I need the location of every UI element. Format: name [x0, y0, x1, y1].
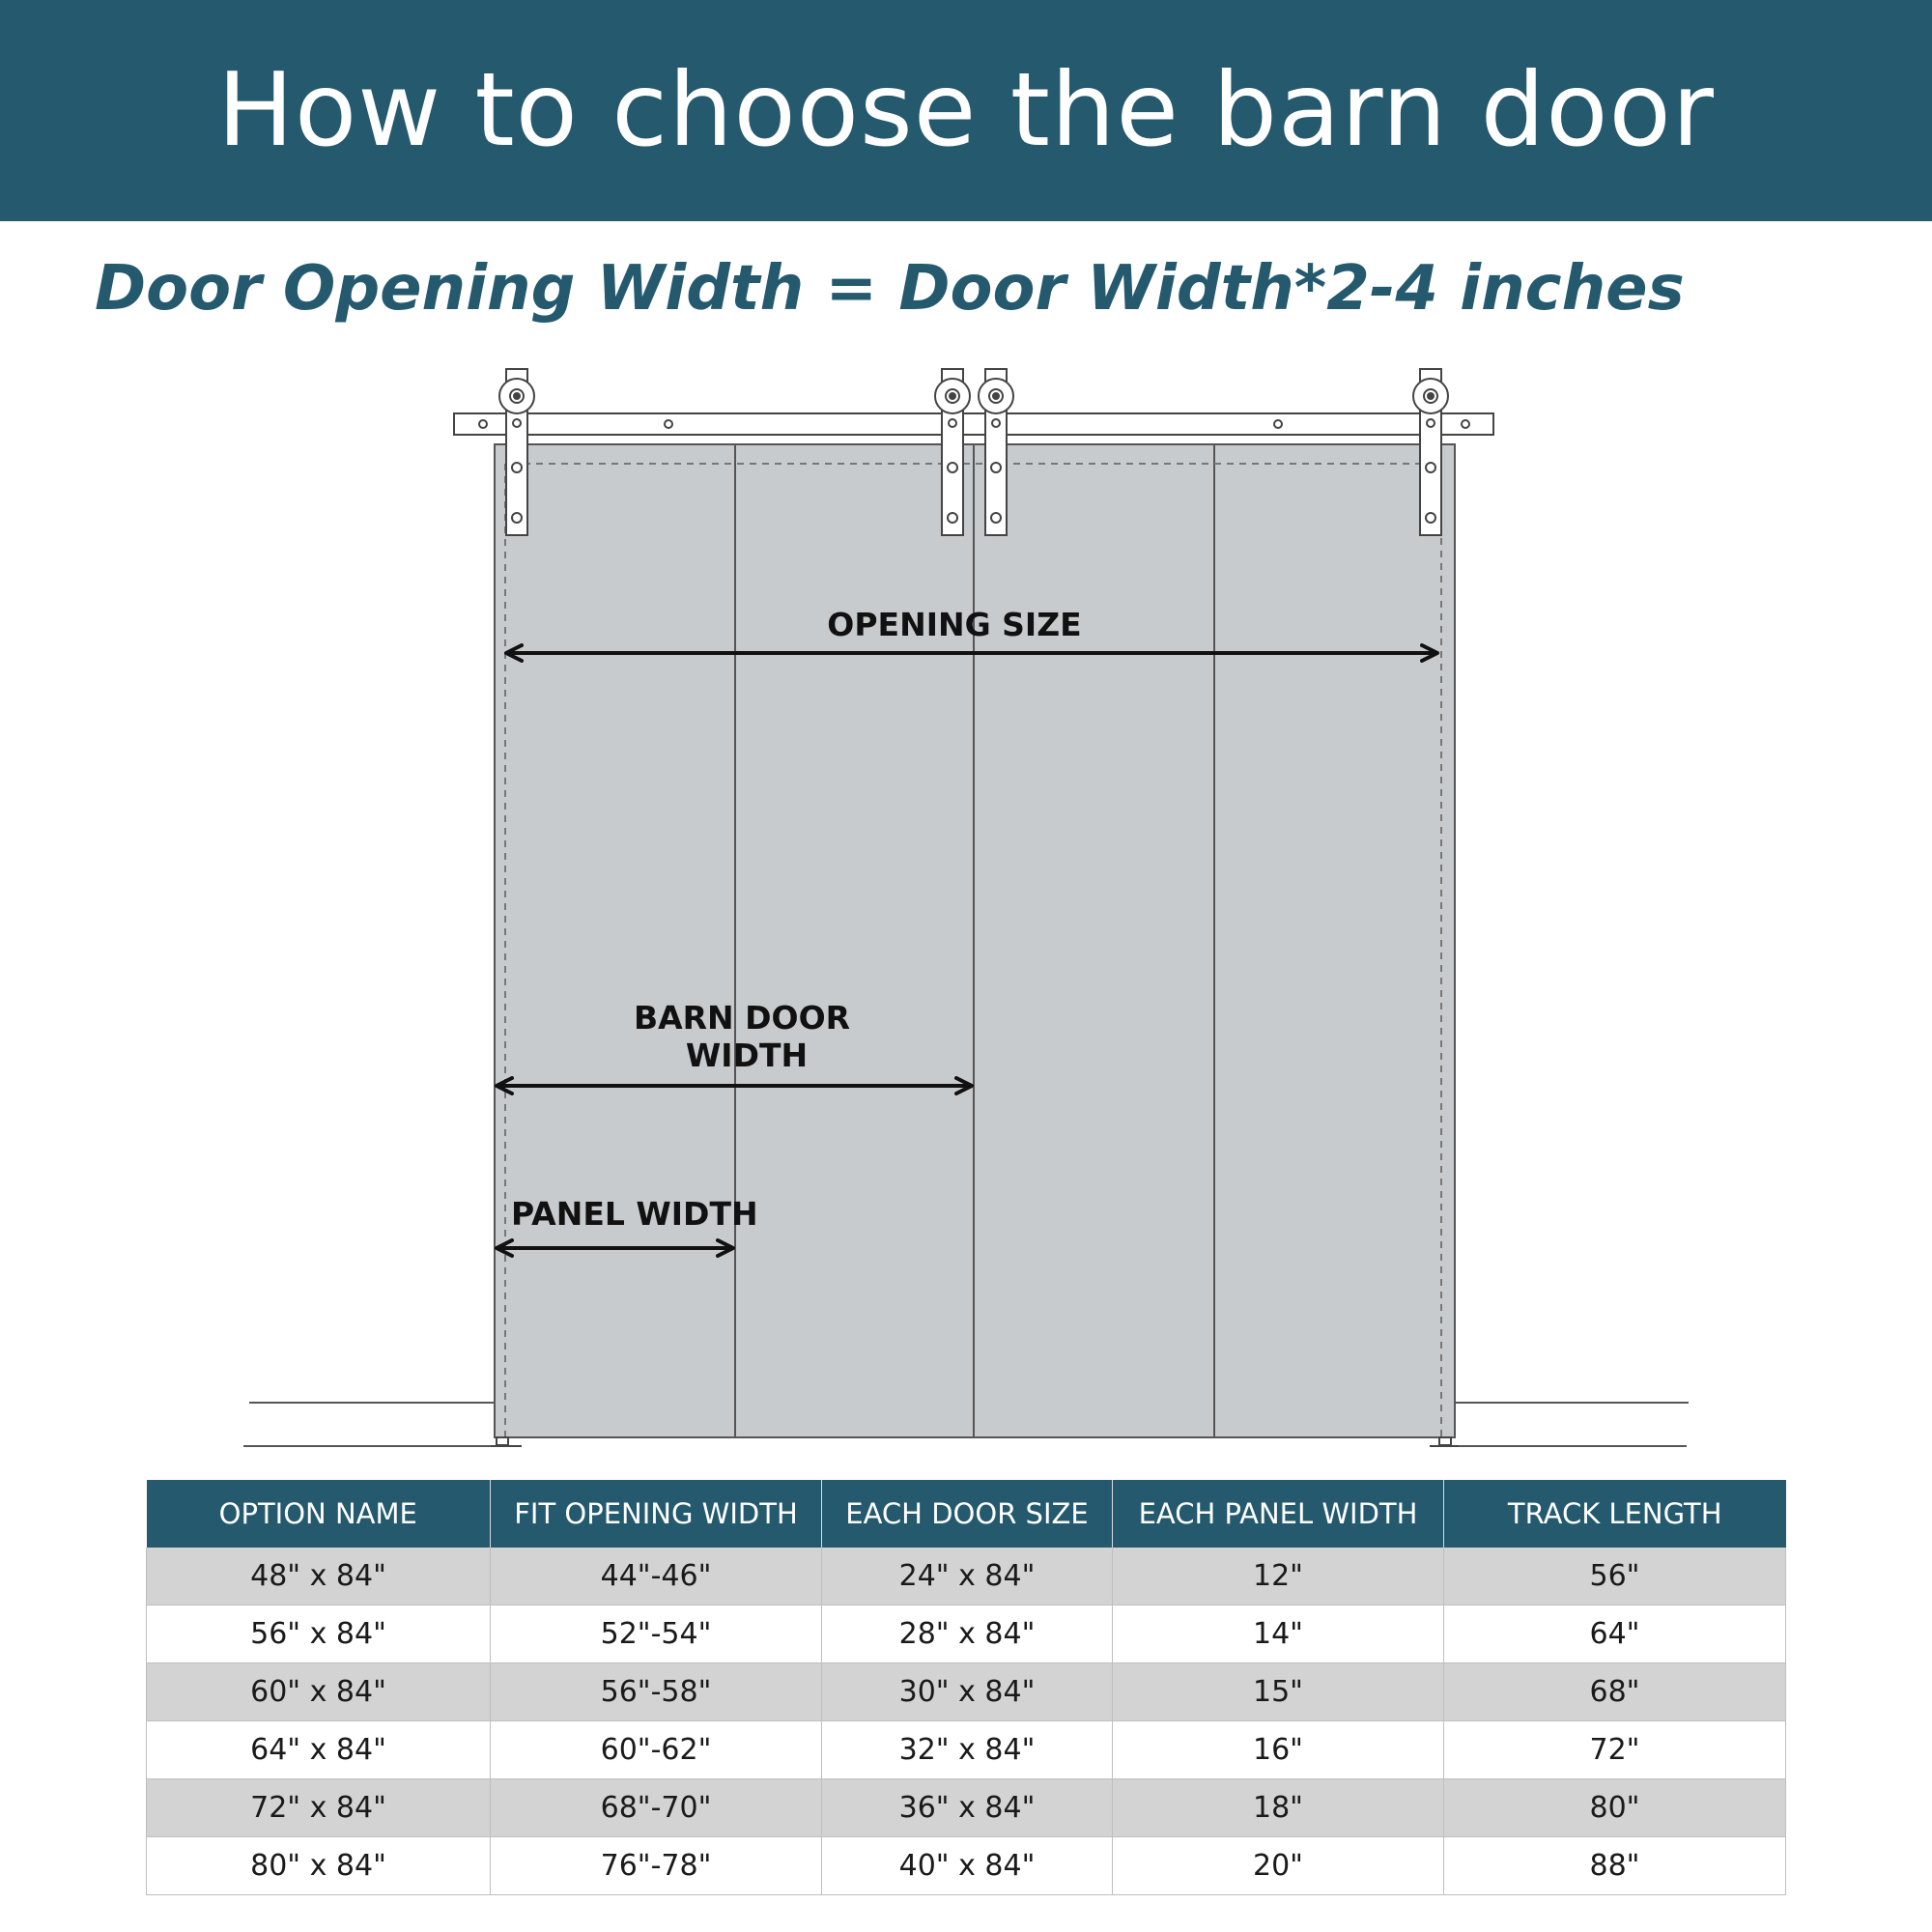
table-cell: 72"	[1444, 1721, 1786, 1779]
table-cell: 80" x 84"	[147, 1837, 491, 1895]
table-header-row	[147, 1480, 1786, 1548]
table-cell: 60" x 84"	[147, 1663, 491, 1721]
table-cell: 20"	[1113, 1837, 1444, 1895]
table-cell: 32" x 84"	[822, 1721, 1113, 1779]
column-header-each-panel-width: EACH PANEL WIDTH	[1113, 1480, 1444, 1548]
formula-heading: Door Opening Width = Door Width*2-4 inches	[95, 253, 1685, 325]
column-header-track-length: TRACK LENGTH	[1444, 1480, 1786, 1548]
table-cell: 56" x 84"	[147, 1605, 491, 1663]
page-title: How to choose the barn door	[217, 51, 1715, 169]
table-row	[147, 1837, 1786, 1895]
table-cell: 64"	[1444, 1605, 1786, 1663]
track-rail	[454, 413, 1493, 435]
table-cell: 48" x 84"	[147, 1548, 491, 1605]
table-row	[147, 1721, 1786, 1779]
table-cell: 64" x 84"	[147, 1721, 491, 1779]
table-row	[147, 1779, 1786, 1837]
table-cell: 72" x 84"	[147, 1779, 491, 1837]
floor-guides	[491, 1437, 1459, 1446]
barn-door-width-label-line2: WIDTH	[685, 1037, 809, 1074]
table-cell: 16"	[1113, 1721, 1444, 1779]
barn-door-width-label-line1: BARN DOOR	[633, 999, 851, 1037]
table-cell: 56"-58"	[491, 1663, 822, 1721]
table-cell: 12"	[1113, 1548, 1444, 1605]
table-cell: 15"	[1113, 1663, 1444, 1721]
table-cell: 44"-46"	[491, 1548, 822, 1605]
table-cell: 68"	[1444, 1663, 1786, 1721]
column-header-option-name: OPTION NAME	[147, 1480, 491, 1548]
table-cell: 40" x 84"	[822, 1837, 1113, 1895]
opening-size-label: OPENING SIZE	[827, 606, 1082, 643]
table-cell: 60"-62"	[491, 1721, 822, 1779]
table-cell: 76"-78"	[491, 1837, 822, 1895]
table-cell: 56"	[1444, 1548, 1786, 1605]
table-cell: 24" x 84"	[822, 1548, 1113, 1605]
table-cell: 18"	[1113, 1779, 1444, 1837]
table-cell: 14"	[1113, 1605, 1444, 1663]
table-cell: 28" x 84"	[822, 1605, 1113, 1663]
column-header-fit-opening-width: FIT OPENING WIDTH	[491, 1480, 822, 1548]
size-chart-table	[146, 1480, 1786, 1895]
table-row	[147, 1605, 1786, 1663]
column-header-each-door-size: EACH DOOR SIZE	[822, 1480, 1113, 1548]
table-cell: 68"-70"	[491, 1779, 822, 1837]
table-row	[147, 1548, 1786, 1605]
panel-width-label: PANEL WIDTH	[511, 1195, 758, 1233]
table-cell: 36" x 84"	[822, 1779, 1113, 1837]
table-cell: 80"	[1444, 1779, 1786, 1837]
table-cell: 88"	[1444, 1837, 1786, 1895]
table-cell: 30" x 84"	[822, 1663, 1113, 1721]
table-row	[147, 1663, 1786, 1721]
table-cell: 52"-54"	[491, 1605, 822, 1663]
